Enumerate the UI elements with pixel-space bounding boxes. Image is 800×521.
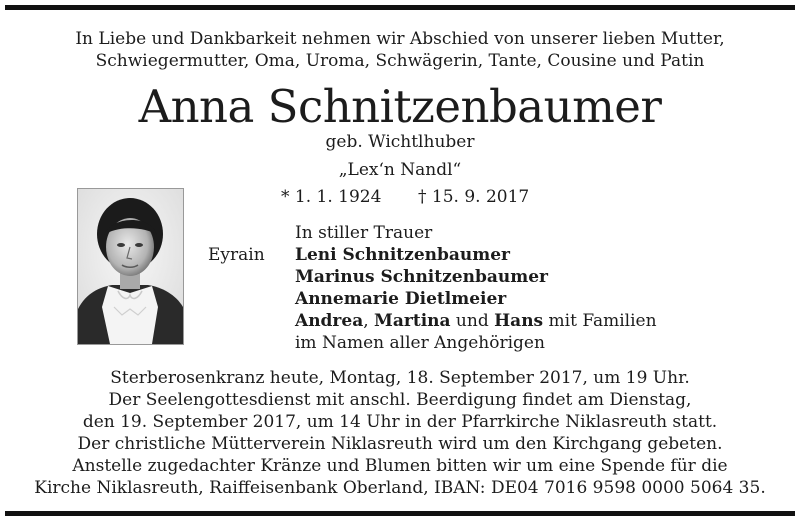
mourner-name: Leni Schnitzenbaumer [295,245,511,265]
family-sep-2: und [450,311,495,331]
maiden-name: geb. Wichtlhuber [325,132,475,152]
announcement-line: Kirche Niklasreuth, Raiffeisenbank Oberland, IBAN: DE04 7016 9598 0000 5064 35. [34,478,766,498]
family-line [295,310,657,332]
mourners-place: Eyrain [208,245,265,265]
intro-line-1: In Liebe und Dankbarkeit nehmen wir Abschied von unserer lieben Mutter, [75,29,725,49]
intro-line-2: Schwiegermutter, Oma, Uroma, Schwägerin, Tante, Cousine und Patin [95,51,705,71]
family-tail: mit Familien [543,311,657,331]
announcement-line: Anstelle zugedachter Kränze und Blumen bitten wir um eine Spende für die [72,456,728,476]
mourning-header: In stiller Trauer [295,223,433,243]
mourning-footer: im Namen aller Angehörigen [295,333,545,353]
announcement-line: den 19. September 2017, um 14 Uhr in der Pfarrkirche Niklasreuth statt. [82,412,718,432]
birth-date: * 1. 1. 1924 [281,187,382,207]
family-name-2: Martina [374,311,451,331]
death-date: † 15. 9. 2017 [418,187,530,207]
nickname: „Lex‘n Nandl“ [338,160,462,180]
announcement-line: Der christliche Mütterverein Niklasreuth wird um den Kirchgang gebeten. [77,434,723,454]
mourner-name: Annemarie Dietlmeier [295,289,507,309]
family-sep-1: , [363,311,375,331]
family-name-3: Hans [494,311,544,331]
portrait-image [78,189,183,344]
announcement-line: Sterberosenkranz heute, Montag, 18. September 2017, um 19 Uhr. [110,368,690,388]
family-name-1: Andrea [295,311,364,331]
announcement-line: Der Seelengottesdienst mit anschl. Beerdigung findet am Dienstag, [108,390,692,410]
portrait-photo [77,188,184,345]
deceased-name: Anna Schnitzenbaumer [138,80,662,133]
mourner-name: Marinus Schnitzenbaumer [295,267,548,287]
